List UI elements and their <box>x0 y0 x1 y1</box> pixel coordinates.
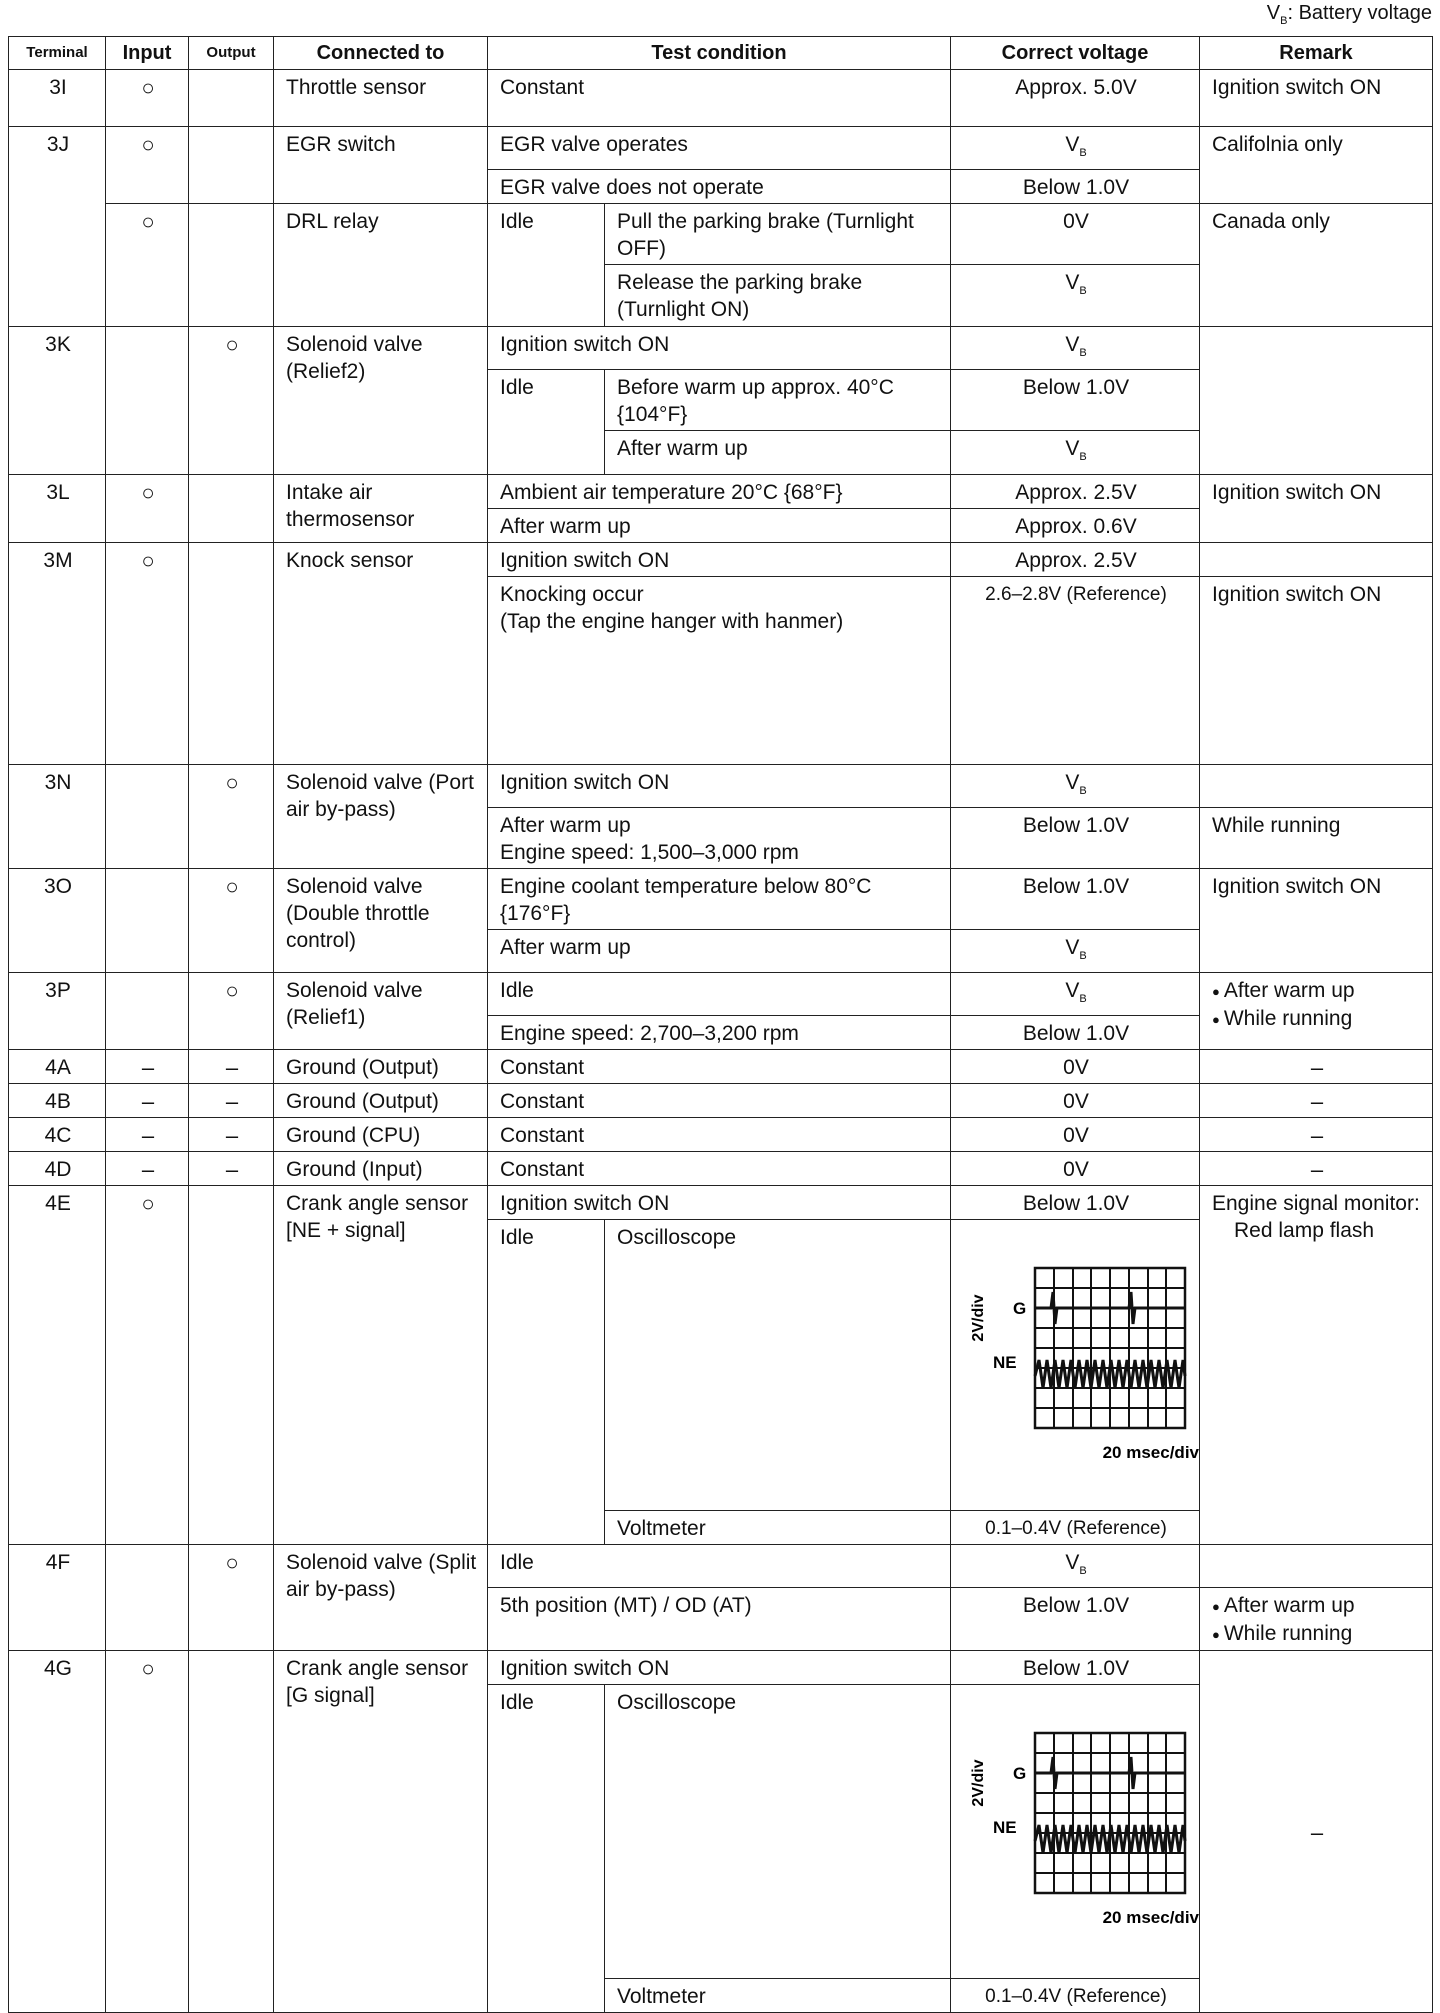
terminal-id: 3K <box>9 327 106 474</box>
connected-to: Throttle sensor <box>274 70 488 127</box>
voltage: 0V <box>951 1084 1200 1118</box>
input-mark <box>106 764 189 868</box>
test-sub-condition: Oscilloscope <box>605 1685 951 1979</box>
output-mark <box>189 70 274 127</box>
test-sub-condition: Oscilloscope <box>605 1220 951 1511</box>
terminal-id: 4G <box>9 1651 106 2013</box>
output-mark <box>189 127 274 204</box>
test-condition: Ignition switch ON <box>488 1186 951 1220</box>
terminal-id: 3O <box>9 868 106 972</box>
test-condition-line: (Tap the engine hanger with hanmer) <box>500 609 844 633</box>
test-condition: Constant <box>488 70 951 127</box>
voltage: $V_B$ <box>951 1545 1200 1588</box>
remark-line: Engine signal monitor: <box>1212 1192 1420 1216</box>
terminal-voltage-table <box>8 36 1433 2013</box>
test-condition: Idle <box>488 1220 605 1545</box>
voltage: 0.1–0.4V (Reference) <box>951 1979 1200 2013</box>
test-condition: Constant <box>488 1152 951 1186</box>
connected-to: Intake air thermosensor <box>274 474 488 542</box>
output-mark <box>189 204 274 327</box>
connected-to: DRL relay <box>274 204 488 327</box>
voltage: Approx. 5.0V <box>951 70 1200 127</box>
header-connected: Connected to <box>274 37 488 70</box>
output-mark <box>189 1651 274 2013</box>
input-mark: ○ <box>106 127 189 204</box>
voltage: 0V <box>951 1050 1200 1084</box>
test-condition: Engine coolant temperature below 80°C {176°F} <box>488 868 951 929</box>
test-condition: Ignition switch ON <box>488 327 951 370</box>
voltage: $V_B$ <box>951 327 1200 370</box>
table-row <box>9 1152 1433 1186</box>
test-condition: Ignition switch ON <box>488 1651 951 1685</box>
table-row <box>9 474 1433 508</box>
test-condition: 5th position (MT) / OD (AT) <box>488 1588 951 1651</box>
terminal-id: 4B <box>9 1084 106 1118</box>
scope-g-label: G <box>1013 1299 1027 1319</box>
voltage: Below 1.0V <box>951 868 1200 929</box>
remark <box>1200 327 1433 474</box>
terminal-id: 4D <box>9 1152 106 1186</box>
remark: Ignition switch ON <box>1200 70 1433 127</box>
remark: Ignition switch ON <box>1200 474 1433 542</box>
scope-x-scale: 20 msec/div <box>1102 1443 1199 1463</box>
voltage: Below 1.0V <box>951 170 1200 204</box>
header-remark: Remark <box>1200 37 1433 70</box>
voltage: $V_B$ <box>951 265 1200 327</box>
output-mark: ○ <box>189 972 274 1049</box>
output-mark: ○ <box>189 1545 274 1651</box>
oscilloscope-cell <box>951 1685 1200 1979</box>
voltage: Approx. 0.6V <box>951 508 1200 542</box>
connected-to: Crank angle sensor [NE + signal] <box>274 1186 488 1545</box>
input-mark: ○ <box>106 1186 189 1545</box>
voltage: 0V <box>951 1152 1200 1186</box>
test-condition: Idle <box>488 204 605 327</box>
voltage: Below 1.0V <box>951 1651 1200 1685</box>
test-condition: Ignition switch ON <box>488 542 951 576</box>
remark: – <box>1200 1152 1433 1186</box>
scope-x-scale: 20 msec/div <box>1102 1908 1199 1928</box>
voltage: 0V <box>951 1118 1200 1152</box>
output-mark: – <box>189 1118 274 1152</box>
test-sub-condition: Before warm up approx. 40°C {104°F} <box>605 370 951 431</box>
voltage: 2.6–2.8V (Reference) <box>951 576 1200 764</box>
output-mark: ○ <box>189 327 274 474</box>
test-condition: Ignition switch ON <box>488 764 951 807</box>
output-mark <box>189 1186 274 1545</box>
scope-y-scale: 2V/div <box>970 1294 987 1342</box>
table-row <box>9 1050 1433 1084</box>
table-row <box>9 327 1433 370</box>
test-condition: After warm up <box>488 508 951 542</box>
remark: Califolnia only <box>1200 127 1433 204</box>
test-condition: Idle <box>488 370 605 474</box>
input-mark: ○ <box>106 70 189 127</box>
remark <box>1200 1186 1433 1545</box>
table-row <box>9 972 1433 1015</box>
remark: – <box>1200 1050 1433 1084</box>
connected-to: Knock sensor <box>274 542 488 764</box>
test-condition: Constant <box>488 1050 951 1084</box>
input-mark: – <box>106 1084 189 1118</box>
remark: – <box>1200 1651 1433 2013</box>
input-mark: – <box>106 1050 189 1084</box>
remark <box>1200 1588 1433 1651</box>
connected-to: Ground (Output) <box>274 1084 488 1118</box>
test-condition-line: Engine speed: 1,500–3,000 rpm <box>500 840 799 864</box>
test-sub-condition: After warm up <box>605 431 951 474</box>
voltage: $V_B$ <box>951 929 1200 972</box>
output-mark: ○ <box>189 764 274 868</box>
table-row <box>9 204 1433 265</box>
voltage: $V_B$ <box>951 764 1200 807</box>
table-row <box>9 1545 1433 1588</box>
voltage: Approx. 2.5V <box>951 542 1200 576</box>
terminal-id: 3N <box>9 764 106 868</box>
remark: Ignition switch ON <box>1200 868 1433 972</box>
input-mark: ○ <box>106 542 189 764</box>
header-input: Input <box>106 37 189 70</box>
connected-to: EGR switch <box>274 127 488 204</box>
connected-to: Solenoid valve (Split air by-pass) <box>274 1545 488 1651</box>
connected-to: Ground (Output) <box>274 1050 488 1084</box>
remark <box>1200 972 1433 1049</box>
input-mark <box>106 327 189 474</box>
terminal-id: 3J <box>9 127 106 327</box>
test-condition-line: Knocking occur <box>500 582 644 606</box>
terminal-id: 4F <box>9 1545 106 1651</box>
remark-bullet: ● After warm up <box>1212 977 1422 1005</box>
remark-bullet: ● While running <box>1212 1005 1422 1033</box>
connected-to: Solenoid valve (Port air by-pass) <box>274 764 488 868</box>
output-mark <box>189 542 274 764</box>
table-row <box>9 127 1433 170</box>
voltage: Below 1.0V <box>951 1186 1200 1220</box>
connected-to: Crank angle sensor [G signal] <box>274 1651 488 2013</box>
test-condition: Idle <box>488 1545 951 1588</box>
scope-y-scale: 2V/div <box>970 1759 987 1807</box>
test-condition: After warm up <box>488 929 951 972</box>
input-mark: – <box>106 1152 189 1186</box>
remark: – <box>1200 1084 1433 1118</box>
remark <box>1200 542 1433 576</box>
test-condition: EGR valve operates <box>488 127 951 170</box>
connected-to: Solenoid valve (Double throttle control) <box>274 868 488 972</box>
test-sub-condition: Voltmeter <box>605 1979 951 2013</box>
table-row <box>9 1118 1433 1152</box>
test-condition: Idle <box>488 972 951 1015</box>
test-condition: Ambient air temperature 20°C {68°F} <box>488 474 951 508</box>
terminal-id: 3P <box>9 972 106 1049</box>
voltage: $V_B$ <box>951 431 1200 474</box>
table-row <box>9 868 1433 929</box>
remark-line: Red lamp flash <box>1234 1219 1375 1243</box>
table-row <box>9 1084 1433 1118</box>
voltage: 0V <box>951 204 1200 265</box>
voltage: $V_B$ <box>951 127 1200 170</box>
connected-to: Ground (CPU) <box>274 1118 488 1152</box>
oscilloscope-waveform <box>963 1258 1200 1468</box>
voltage: $V_B$ <box>951 972 1200 1015</box>
table-row <box>9 70 1433 127</box>
remark-bullet: ● After warm up <box>1212 1592 1422 1620</box>
connected-to: Solenoid valve (Relief1) <box>274 972 488 1049</box>
input-mark: ○ <box>106 474 189 542</box>
terminal-id: 3M <box>9 542 106 764</box>
remark: Canada only <box>1200 204 1433 327</box>
battery-voltage-note: $V_B$: Battery voltage <box>1266 2 1432 27</box>
voltage: Below 1.0V <box>951 1588 1200 1651</box>
terminal-id: 4C <box>9 1118 106 1152</box>
connected-to: Ground (Input) <box>274 1152 488 1186</box>
test-condition <box>488 807 951 868</box>
input-mark <box>106 868 189 972</box>
input-mark <box>106 972 189 1049</box>
header-voltage: Correct voltage <box>951 37 1200 70</box>
remark: While running <box>1200 807 1433 868</box>
voltage: Approx. 2.5V <box>951 474 1200 508</box>
input-mark <box>106 1545 189 1651</box>
connected-to: Solenoid valve (Relief2) <box>274 327 488 474</box>
scope-ne-label: NE <box>993 1353 1017 1373</box>
remark <box>1200 764 1433 807</box>
test-condition: Constant <box>488 1118 951 1152</box>
input-mark: ○ <box>106 1651 189 2013</box>
test-condition: Constant <box>488 1084 951 1118</box>
oscilloscope-cell <box>951 1220 1200 1511</box>
terminal-id: 3I <box>9 70 106 127</box>
output-mark: – <box>189 1152 274 1186</box>
remark-bullet: ● While running <box>1212 1620 1422 1648</box>
remark: Ignition switch ON <box>1200 576 1433 764</box>
test-sub-condition: Voltmeter <box>605 1511 951 1545</box>
test-sub-condition: Pull the parking brake (Turnlight OFF) <box>605 204 951 265</box>
terminal-id: 4A <box>9 1050 106 1084</box>
remark <box>1200 1545 1433 1588</box>
test-condition-line: After warm up <box>500 813 631 837</box>
input-mark: – <box>106 1118 189 1152</box>
header-output: Output <box>189 37 274 70</box>
test-condition: Idle <box>488 1685 605 2013</box>
output-mark: – <box>189 1084 274 1118</box>
header-row <box>9 37 1433 70</box>
header-test: Test condition <box>488 37 951 70</box>
output-mark <box>189 474 274 542</box>
voltage: Below 1.0V <box>951 370 1200 431</box>
scope-g-label: G <box>1013 1764 1027 1784</box>
test-condition <box>488 576 951 764</box>
test-condition: EGR valve does not operate <box>488 170 951 204</box>
table-row <box>9 1651 1433 1685</box>
table-row <box>9 764 1433 807</box>
input-mark: ○ <box>106 204 189 327</box>
test-condition: Engine speed: 2,700–3,200 rpm <box>488 1016 951 1050</box>
table-row <box>9 542 1433 576</box>
output-mark: ○ <box>189 868 274 972</box>
terminal-id: 4E <box>9 1186 106 1545</box>
terminal-id: 3L <box>9 474 106 542</box>
voltage: 0.1–0.4V (Reference) <box>951 1511 1200 1545</box>
output-mark: – <box>189 1050 274 1084</box>
remark: – <box>1200 1118 1433 1152</box>
test-sub-condition: Release the parking brake (Turnlight ON) <box>605 265 951 327</box>
voltage: Below 1.0V <box>951 807 1200 868</box>
table-row <box>9 1186 1433 1220</box>
voltage: Below 1.0V <box>951 1016 1200 1050</box>
scope-ne-label: NE <box>993 1818 1017 1838</box>
oscilloscope-waveform <box>963 1723 1200 1933</box>
header-terminal: Terminal <box>9 37 106 70</box>
